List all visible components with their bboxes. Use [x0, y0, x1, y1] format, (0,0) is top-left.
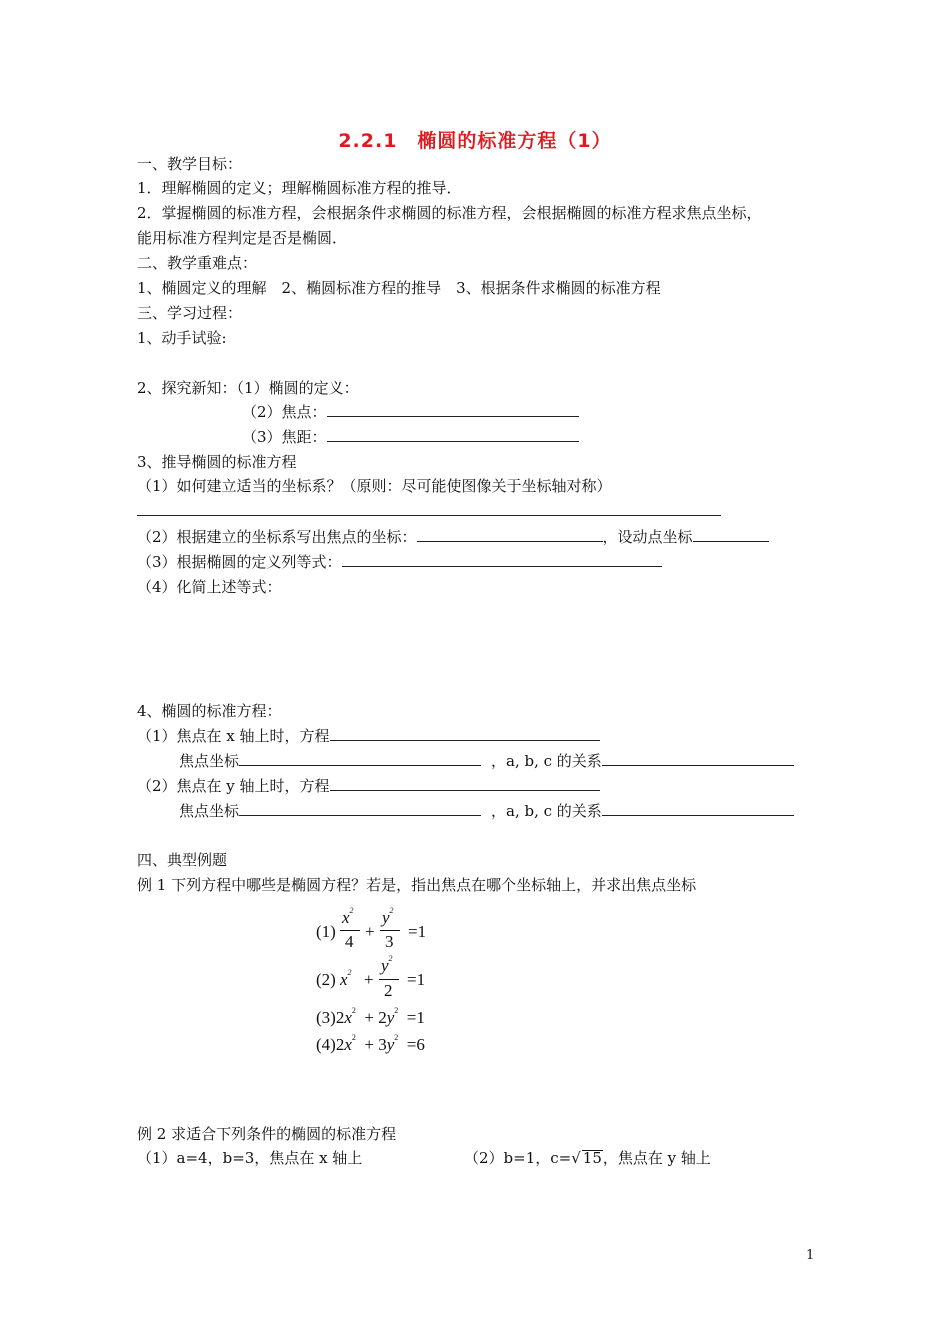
example-2-part-2: [464, 1148, 711, 1168]
section-heading: 四、典型例题: [137, 851, 228, 869]
sub-question-text: （1）焦点在 x 轴上时，方程: [137, 727, 330, 745]
step-label: 2、探究新知：（1）椭圆的定义：: [137, 379, 359, 397]
fraction: $x^2$ 4: [340, 908, 360, 954]
example-2: 例 2 求适合下列条件的椭圆的标准方程: [137, 1125, 397, 1143]
equation-2: (2) $x^2$ + $y^2$ 2 =1: [316, 958, 466, 1006]
sub-question-text: ，a, b, c 的关系: [491, 802, 602, 820]
step-label: 4、椭圆的标准方程：: [137, 702, 282, 720]
sub-question-text: ，设动点坐标: [602, 528, 693, 546]
sqrt-radicand: 15: [582, 1149, 602, 1167]
sub-question-text: （2）根据建立的坐标系写出焦点的坐标：: [137, 528, 417, 546]
page-number: 1: [806, 1248, 815, 1263]
step-label: 1、动手试验:: [137, 329, 227, 347]
focus-label: （2）焦点：: [242, 403, 327, 421]
objective-item-cont: 能用标准方程判定是否是椭圆．: [137, 229, 348, 247]
equation-1: (1) $x^2$ 4 + $y^2$ 3 =1: [316, 908, 466, 958]
page-title: 2.2.1 椭圆的标准方程（1）: [338, 130, 612, 152]
step-label: 3、推导椭圆的标准方程: [137, 453, 297, 471]
equation-3: $(3)2x^2 + 2y^2 =1$: [316, 1006, 425, 1027]
sub-question: [137, 552, 662, 572]
equation-4: $(4)2x^2 + 3y^2 =6$: [316, 1033, 425, 1054]
focal-distance-label: （3）焦距：: [242, 428, 327, 446]
sub-question-text: ，a, b, c 的关系: [491, 752, 602, 770]
fill-blank[interactable]: [330, 726, 600, 741]
sub-question-text: 焦点坐标: [179, 752, 240, 770]
x-axis-coord-line: [179, 751, 794, 771]
fill-blank[interactable]: [693, 527, 769, 542]
fraction: $y^2$ 3: [380, 908, 400, 954]
fill-blank[interactable]: [342, 552, 662, 567]
fill-blank[interactable]: [602, 751, 794, 766]
sub-question-text: （3）根据椭圆的定义列等式：: [137, 553, 342, 571]
sub-question: [137, 527, 769, 547]
fill-blank[interactable]: [602, 801, 794, 816]
y-axis-coord-line: [179, 801, 794, 821]
sub-question-text: （2）b=1，c=: [464, 1149, 572, 1167]
fill-blank[interactable]: [239, 751, 481, 766]
sub-question-text: （2）焦点在 y 轴上时，方程: [137, 777, 330, 795]
fraction: $y^2$ 2: [379, 958, 399, 1004]
eq-label: (2): [316, 970, 336, 989]
x-axis-line: [137, 726, 600, 746]
fill-blank[interactable]: [327, 402, 579, 417]
objective-item: 2．掌握椭圆的标准方程，会根据条件求椭圆的标准方程，会根据椭圆的标准方程求焦点坐标，: [137, 204, 762, 222]
key-points: 1、椭圆定义的理解 2、椭圆标准方程的推导 3、根据条件求椭圆的标准方程: [137, 279, 661, 297]
fill-blank[interactable]: [330, 776, 600, 791]
section-heading: 二、教学重难点：: [137, 254, 258, 272]
section-heading: 一、教学目标：: [137, 155, 243, 173]
focal-distance-line: [242, 427, 579, 447]
example-2-part-1: （1）a=4，b=3，焦点在 x 轴上: [137, 1149, 363, 1167]
fill-blank[interactable]: [239, 801, 481, 816]
eq-label: (1): [316, 922, 336, 941]
example-1: 例 1 下列方程中哪些是椭圆方程？若是，指出焦点在哪个坐标轴上，并求出焦点坐标: [137, 876, 697, 894]
answer-line[interactable]: [137, 515, 721, 516]
sub-question: （1）如何建立适当的坐标系？（原则：尽可能使图像关于坐标轴对称）: [137, 477, 612, 495]
eq-label: (3): [316, 1008, 336, 1027]
sub-question-text: ，焦点在 y 轴上: [602, 1149, 711, 1167]
section-heading: 三、学习过程：: [137, 304, 243, 322]
eq-label: (4): [316, 1035, 336, 1054]
objective-item: 1．理解椭圆的定义；理解椭圆标准方程的推导．: [137, 179, 462, 197]
sqrt-symbol: √: [571, 1149, 581, 1167]
fill-blank[interactable]: [417, 527, 603, 542]
sub-question: （4）化简上述等式：: [137, 578, 282, 596]
sub-question-text: 焦点坐标: [179, 802, 240, 820]
focus-line: [242, 402, 579, 422]
y-axis-line: [137, 776, 600, 796]
fill-blank[interactable]: [327, 427, 579, 442]
